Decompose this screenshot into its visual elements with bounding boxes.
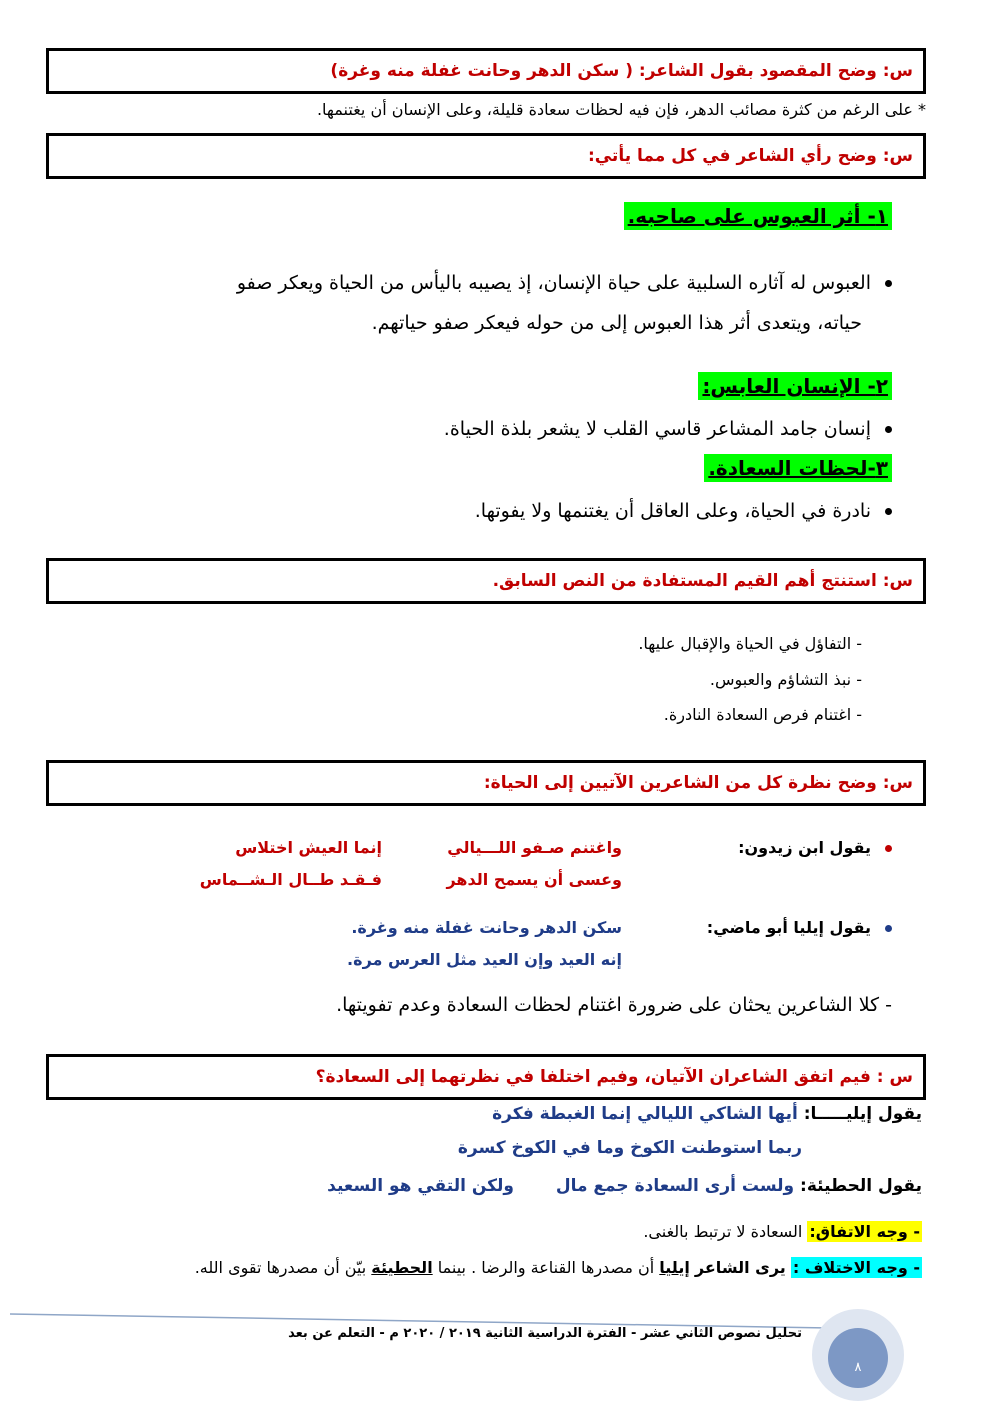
- value-3: - اغتنام فرص السعادة النادرة.: [663, 705, 862, 724]
- item-1-heading: ١- أثر العبوس على صاحبه.: [624, 202, 892, 230]
- question-3-text: س: استنتج أهم القيم المستفادة من النص السابق.: [492, 571, 913, 591]
- diff-label: - وجه الاختلاف :: [792, 1258, 920, 1277]
- item-2-heading: ٢- الإنسان العابس:: [698, 372, 892, 400]
- poet-1-verse-2a: وعسى أن يسمح الدهر: [446, 870, 622, 889]
- poet-1-verse-1a: واغتنم صـفو اللـــيالي: [447, 838, 622, 857]
- q5-poet-1-verse-2: ربما استوطنت الكوخ وما في الكوخ كسرة: [457, 1138, 802, 1158]
- bullet-icon: [885, 925, 892, 932]
- bullet-icon: [885, 845, 892, 852]
- value-2: - نبذ التشاؤم والعبوس.: [709, 670, 862, 689]
- poet-1-label: يقول ابن زيدون:: [738, 838, 871, 857]
- poet-1-verse-2b: فـقـد طــال الـشــماس: [199, 870, 382, 889]
- question-1-text: س: وضح المقصود بقول الشاعر: ( سكن الدهر وحانت غفلة منه وغرة): [330, 61, 913, 81]
- q4-conclusion: - كلا الشاعرين يحثان على ضرورة اغتنام لحظات السعادة وعدم تفويتها.: [336, 994, 892, 1016]
- q5-poet-1-label: يقول إيليـــــا:: [803, 1104, 922, 1124]
- question-box-2: [46, 133, 926, 179]
- question-box-3: [46, 558, 926, 604]
- agree-label: - وجه الاتفاق:: [809, 1222, 920, 1241]
- diff-name-1: إيليا: [659, 1258, 690, 1277]
- q5-poet-2-label: يقول الحطيئة:: [800, 1176, 922, 1196]
- diff-text-3: بيّن أن مصدرها تقوى الله.: [194, 1258, 367, 1277]
- item-3-heading: ٣-لحظات السعادة.: [704, 454, 892, 482]
- value-1: - التفاؤل في الحياة والإقبال عليها.: [638, 634, 862, 653]
- answer-1: * على الرغم من كثرة مصائب الدهر، فإن فيه لحظات سعادة قليلة، وعلى الإنسان أن يغتنمها.: [316, 100, 926, 119]
- poet-2-verse-2: إنه العيد وإن العيد مثل العرس مرة.: [347, 950, 622, 969]
- page-number: ٨: [854, 1360, 862, 1375]
- diff-name-2: الحطيئة: [371, 1258, 433, 1277]
- q5-poet-1-verse-1: أيها الشاكي الليالي إنما الغبطة فكرة: [492, 1104, 798, 1124]
- diff-text-2: أن مصدرها القناعة والرضا . بينما: [437, 1258, 655, 1277]
- poet-1-verse-1b: إنما العيش اختلاس: [235, 838, 382, 857]
- poet-2-verse-1: سكن الدهر وحانت غفلة منه وغرة.: [351, 918, 622, 937]
- item-1-line-1: العبوس له آثاره السلبية على حياة الإنسان، إذ يصيبه باليأس من الحياة ويعكر صفو: [236, 272, 871, 294]
- diff-text-1: يرى الشاعر: [694, 1258, 786, 1277]
- question-2-text: س: وضح رأي الشاعر في كل مما يأتي:: [587, 146, 913, 166]
- question-box-4: [46, 760, 926, 806]
- question-5-text: س : فيم اتفق الشاعران الآتيان، وفيم اختلفا في نظرتهما إلى السعادة؟: [315, 1067, 913, 1087]
- item-1-line-2: حياته، ويتعدى أثر هذا العبوس إلى من حوله فيعكر صفو حياتهم.: [371, 312, 862, 334]
- question-4-text: س: وضح نظرة كل من الشاعرين الآتيين إلى الحياة:: [483, 773, 913, 793]
- q5-poet-2-verse-1b: ولكن التقي هو السعيد: [327, 1176, 514, 1196]
- item-3-line-1: نادرة في الحياة، وعلى العاقل أن يغتنمها ولا يفوتها.: [474, 500, 871, 522]
- question-box-1: [46, 48, 926, 94]
- footer-text: تحليل نصوص الثاني عشر - الفترة الدراسية الثانية ٢٠١٩ / ٢٠٢٠ م - التعلم عن بعد: [288, 1326, 802, 1341]
- q5-poet-2-verse-1a: ولست أرى السعادة جمع مال: [555, 1176, 795, 1196]
- poet-2-label: يقول إيليا أبو ماضي:: [706, 918, 871, 937]
- footer-decoration: [0, 1290, 992, 1403]
- agree-text: السعادة لا ترتبط بالغنى.: [643, 1222, 803, 1241]
- bullet-icon: [885, 280, 892, 287]
- question-box-5: [46, 1054, 926, 1100]
- item-2-line-1: إنسان جامد المشاعر قاسي القلب لا يشعر بلذة الحياة.: [443, 418, 871, 440]
- bullet-icon: [885, 508, 892, 515]
- bullet-icon: [885, 426, 892, 433]
